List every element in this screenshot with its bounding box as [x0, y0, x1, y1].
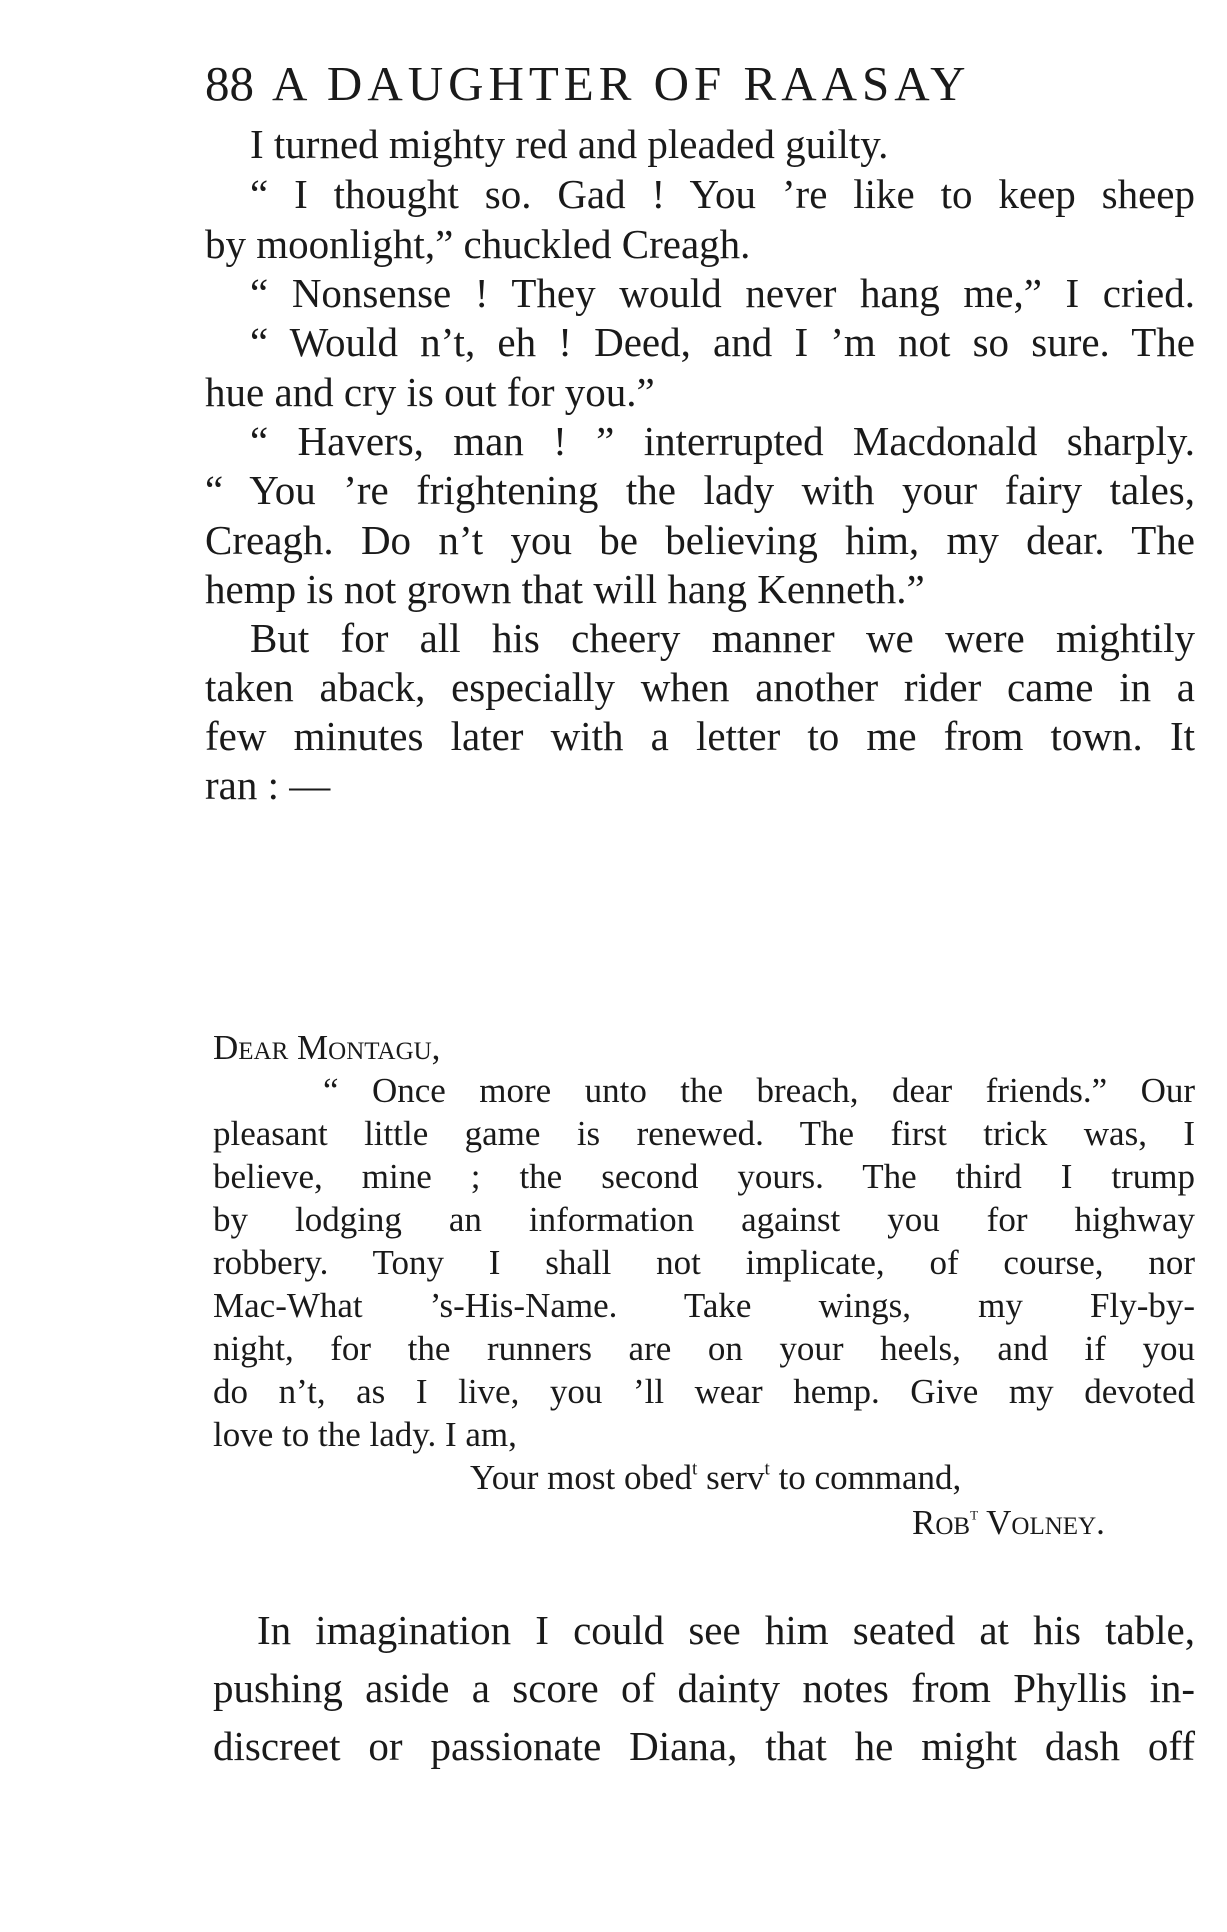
text-line: by moonlight,” chuckled Creagh. — [205, 221, 751, 267]
text-line: taken aback, especially when another rider came in a — [205, 664, 1195, 710]
text-line: “ Havers, man ! ” interrupted Macdonald sharply. — [250, 418, 1195, 464]
page-number: 88 — [205, 56, 254, 111]
running-title: A DAUGHTER OF RAASAY — [272, 56, 971, 111]
letter-line: Mac-What ’s-His-Name. Take wings, my Fly-by- — [213, 1286, 1195, 1325]
letter-line: believe, mine ; the second yours. The third I trump — [213, 1157, 1195, 1196]
text-line: “ I thought so. Gad ! You ’re like to keep sheep — [250, 171, 1195, 217]
letter-line: do n’t, as I live, you ’ll wear hemp. Give my devoted — [213, 1372, 1195, 1411]
letter-line: love to the lady. I am, — [213, 1415, 517, 1454]
text-line: pushing aside a score of dainty notes from Phyllis in- — [213, 1665, 1195, 1711]
text-line: I turned mighty red and pleaded guilty. — [250, 121, 889, 167]
text-line: “ You ’re frightening the lady with your fairy tales, — [205, 467, 1195, 513]
text-line: discreet or passionate Diana, that he might dash off — [213, 1723, 1195, 1769]
letter-line: pleasant little game is renewed. The first trick was, I — [213, 1114, 1195, 1153]
letter-signature: Rob$^t$ Volney. — [912, 1503, 1105, 1542]
text-line: In imagination I could see him seated at his table, — [257, 1607, 1195, 1653]
letter-line: “ Once more unto the breach, dear friends.” Our — [323, 1071, 1195, 1110]
text-line: “ Nonsense ! They would never hang me,” I cried. — [250, 270, 1195, 316]
text-line: ran : — — [205, 762, 331, 808]
letter-closing: Your most obed$^t$ serv$^t$ to command, — [470, 1458, 962, 1497]
text-line: few minutes later with a letter to me from town. It — [205, 713, 1195, 759]
running-header — [205, 55, 971, 112]
letter-line: robbery. Tony I shall not implicate, of course, nor — [213, 1243, 1195, 1282]
letter-line: by lodging an information against you for highway — [213, 1200, 1195, 1239]
text-line: Creagh. Do n’t you be believing him, my dear. The — [205, 517, 1195, 563]
text-line: “ Would n’t, eh ! Deed, and I ’m not so sure. The — [250, 319, 1195, 365]
letter-salutation: Dear Montagu, — [213, 1028, 441, 1067]
letter-line: night, for the runners are on your heels, and if you — [213, 1329, 1195, 1368]
text-line: hue and cry is out for you.” — [205, 369, 655, 415]
text-line: hemp is not grown that will hang Kenneth.” — [205, 566, 925, 612]
text-line: But for all his cheery manner we were mightily — [250, 615, 1195, 661]
